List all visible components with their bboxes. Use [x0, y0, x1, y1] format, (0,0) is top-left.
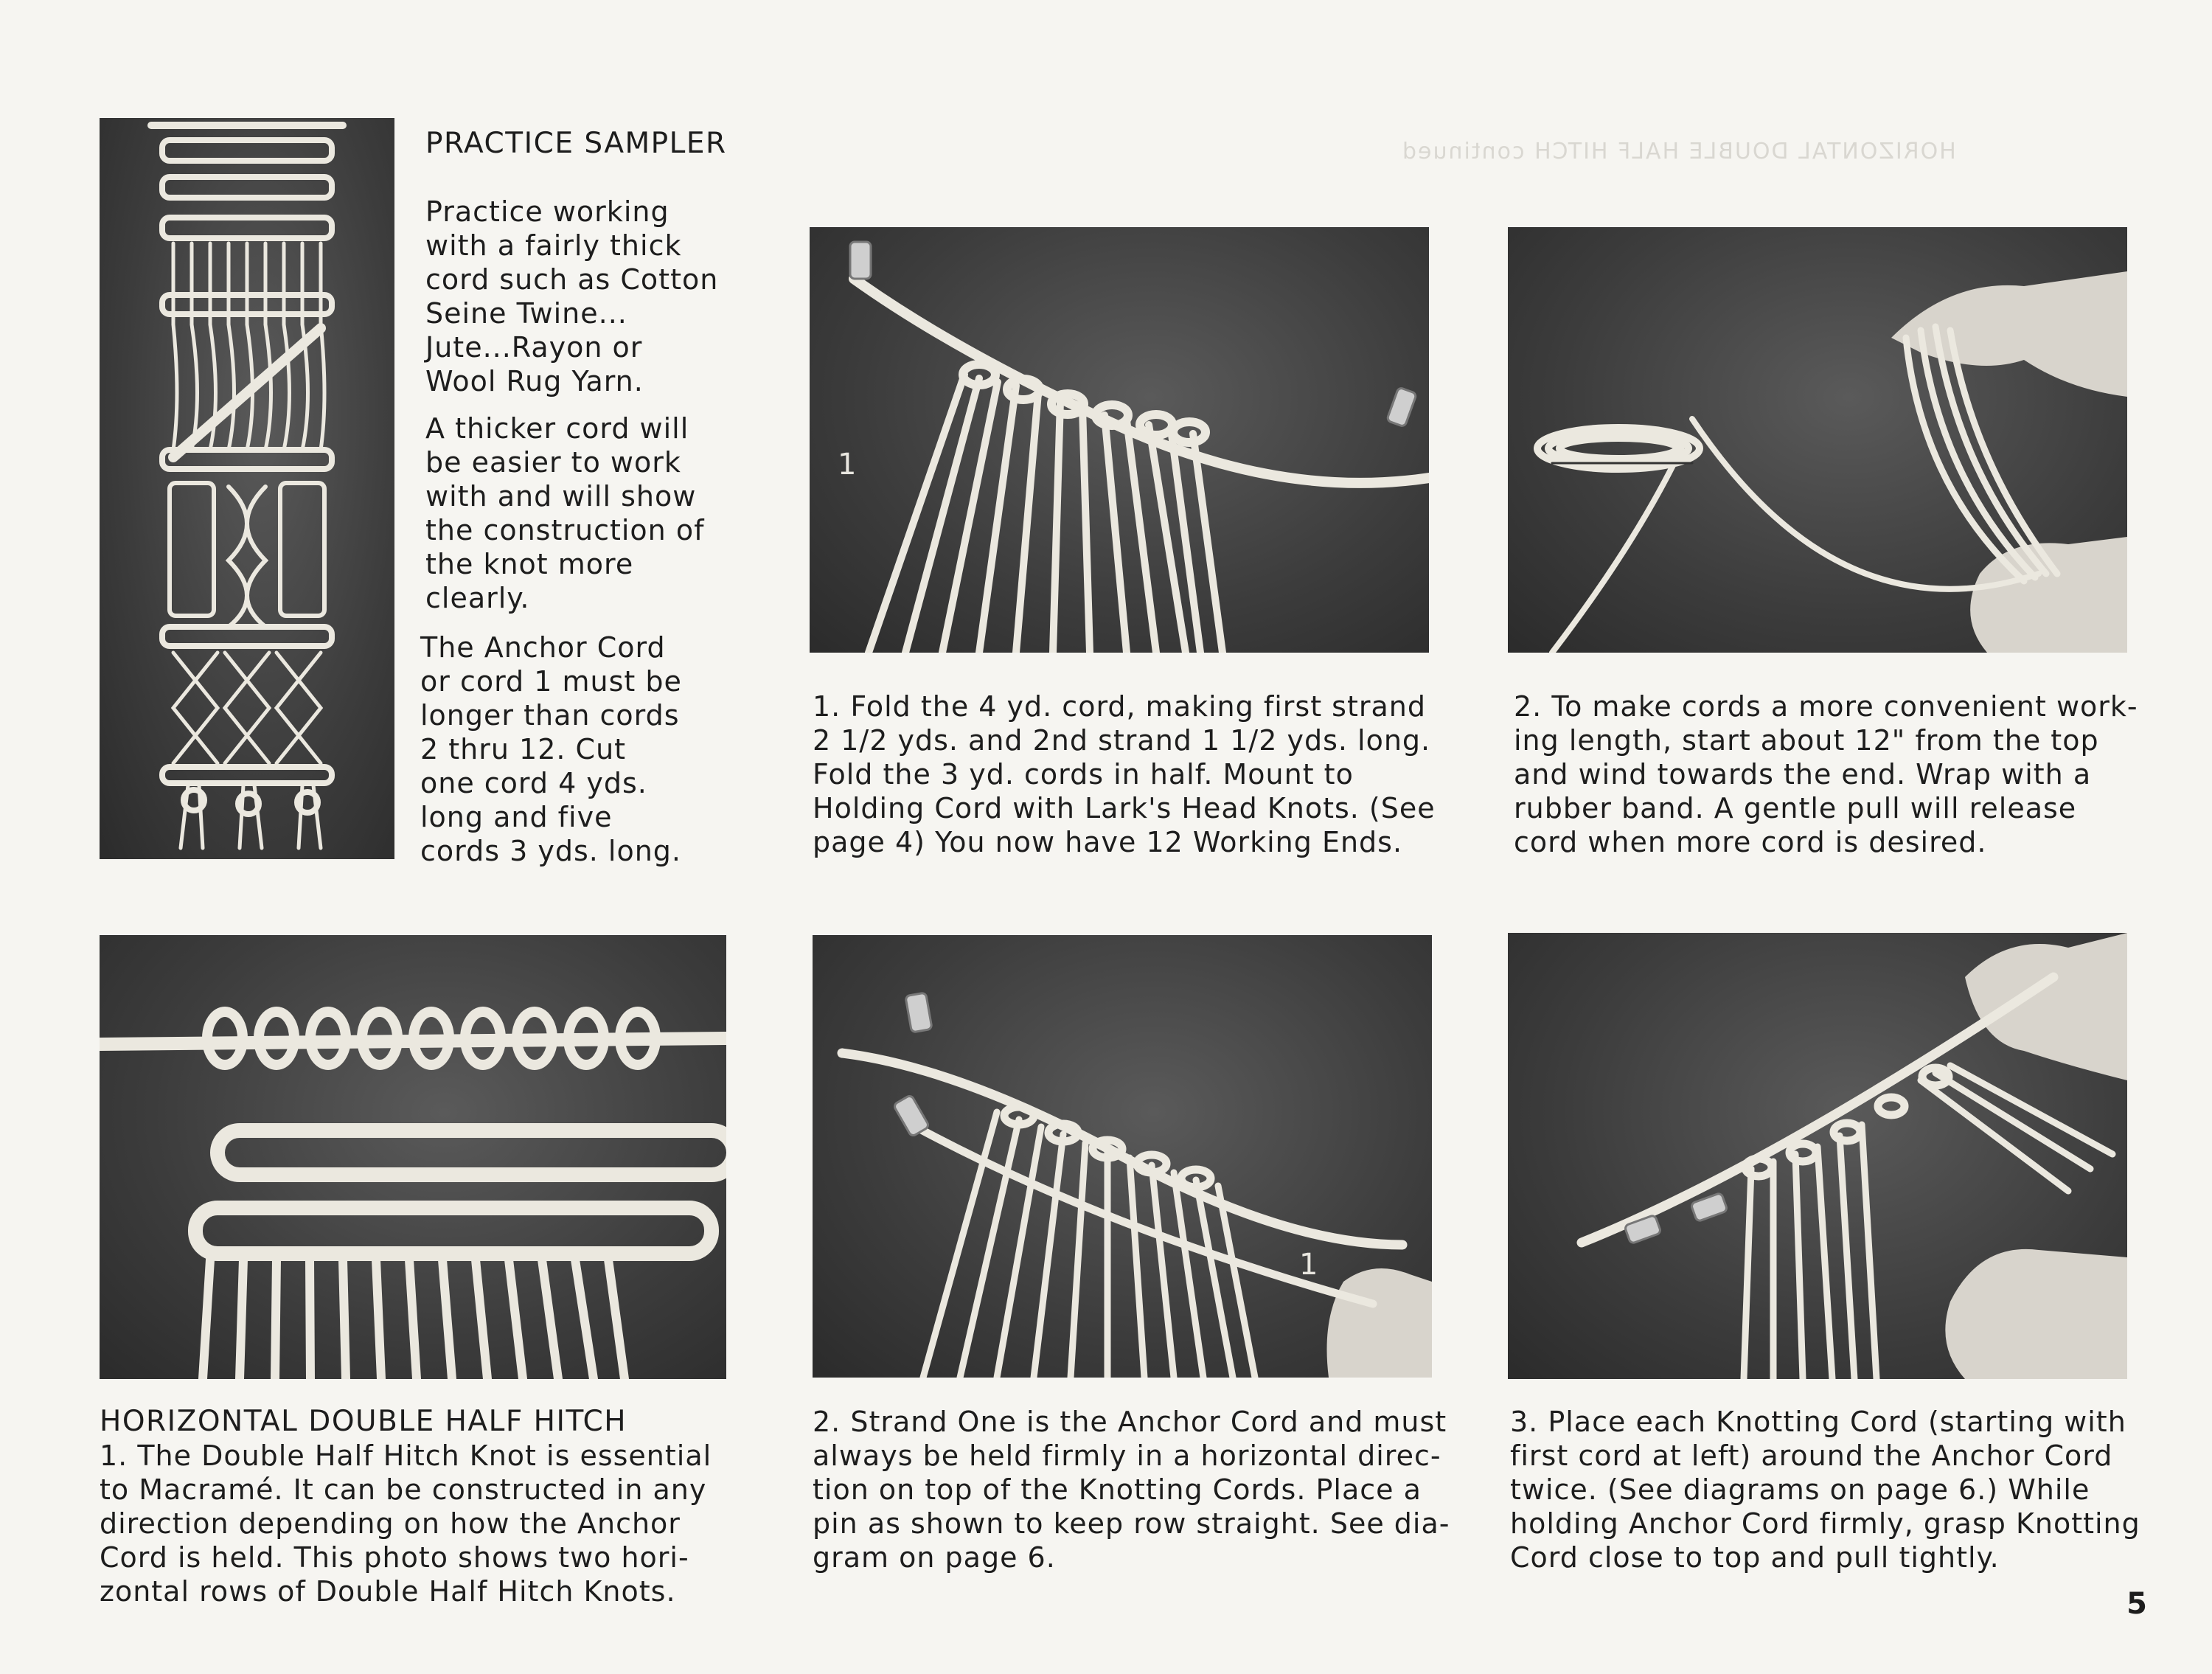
sampler-paragraph-1: Practice working with a fairly thick cord such as Cotton Seine Twine... Jute...Rayon or Wool Rug Yarn. — [425, 195, 719, 397]
page-number: 5 — [2126, 1587, 2147, 1621]
step-fold-cord-photo-label: 1 — [838, 448, 857, 482]
step-anchor-cord-photo-label: 1 — [1299, 1248, 1318, 1282]
step-knotting-cord-photo — [1508, 933, 2127, 1379]
sampler-title: PRACTICE SAMPLER — [425, 127, 727, 160]
step-wind-cord-photo — [1508, 227, 2127, 653]
double-half-hitch-photo — [100, 935, 726, 1379]
step-anchor-cord-photo — [813, 935, 1432, 1378]
bleed-through-text: HORIZONTAL DOUBLE HALF HITCH continued — [1401, 139, 1956, 164]
step-fold-cord-photo — [810, 227, 1429, 653]
step-knotting-cord-caption: 3. Place each Knotting Cord (starting with first cord at left) around the Anchor Cord twice. (See diagrams on page 6.) While holding Anchor Cord firmly, grasp Knotting Cord close to top and pull tightly. — [1510, 1406, 2140, 1574]
sampler-paragraph-3: The Anchor Cord or cord 1 must be longer than cords 2 thru 12. Cut one cord 4 yds. long and five cords 3 yds. long. — [420, 631, 682, 867]
step-wind-cord-caption: 2. To make cords a more convenient work- ing length, start about 12" from the top and wind towards the end. Wrap with a rubber band. A gentle pull will release cord when more cord is desired. — [1514, 690, 2138, 858]
step-fold-cord-caption: 1. Fold the 4 yd. cord, making first strand 2 1/2 yds. and 2nd strand 1 1/2 yds. long. Fold the 3 yd. cords in half. Mount to Holding Cord with Lark's Head Knots. (See page 4) You now have 12 Working Ends. — [813, 690, 1436, 858]
sampler-paragraph-2: A thicker cord will be easier to work with and will show the construction of the knot more clearly. — [425, 412, 705, 614]
hitch-heading: HORIZONTAL DOUBLE HALF HITCH — [100, 1405, 627, 1438]
hitch-caption: 1. The Double Half Hitch Knot is essential to Macramé. It can be constructed in any direction depending on how the Anchor Cord is held. This photo shows two hori- zontal rows of Double Half Hitch Knots. — [100, 1439, 712, 1608]
step-anchor-cord-caption: 2. Strand One is the Anchor Cord and must always be held firmly in a horizontal direc- tion on top of the Knotting Cords. Place a pin as shown to keep row straight. See dia- gram on page 6. — [813, 1406, 1450, 1574]
practice-sampler-photo — [100, 118, 394, 859]
